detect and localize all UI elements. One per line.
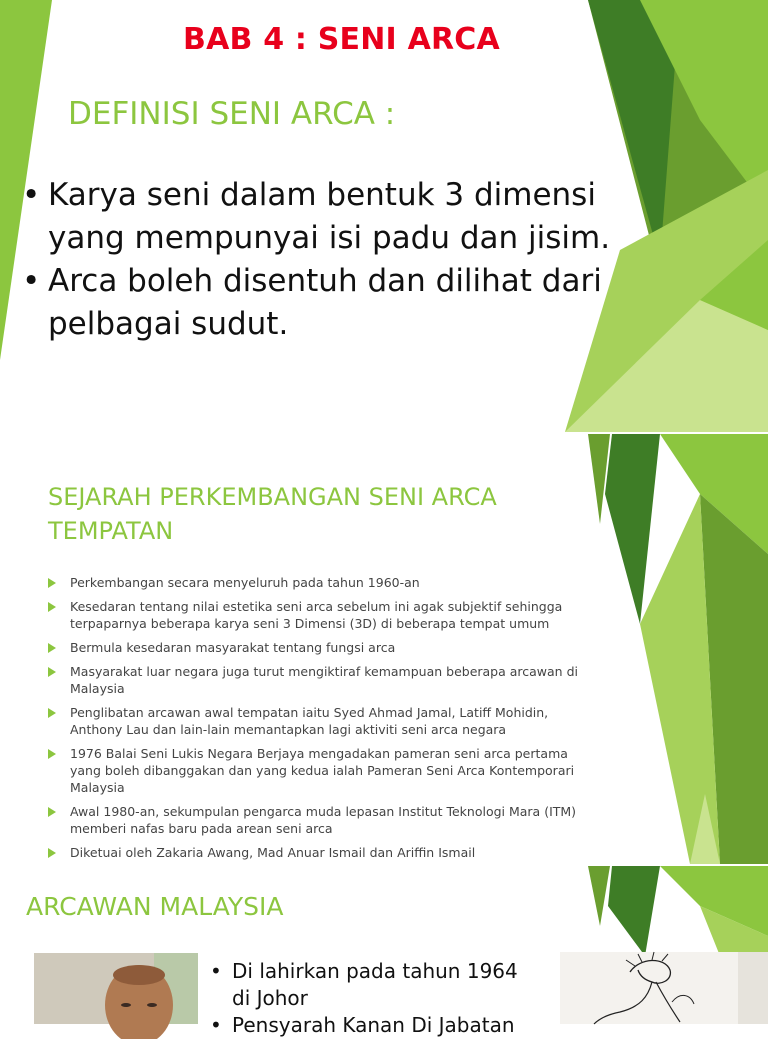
definition-bullet xyxy=(22,260,612,346)
arrow-bullet-icon xyxy=(48,848,56,858)
sculptor-bullet-list xyxy=(210,958,520,1039)
bullet-text: Awal 1980-an, sekumpulan pengarca muda lepasan Institut Teknologi Mara (ITM) memberi nafas baru pada arean seni arca xyxy=(70,804,577,836)
sculpture-sketch-image xyxy=(560,952,768,1024)
history-bullet xyxy=(48,704,578,738)
bullet-text: Arca boleh disentuh dan dilihat dari pelbagai sudut. xyxy=(48,263,602,342)
bullet-text: Masyarakat luar negara juga turut mengiktiraf kemampuan beberapa arcawan di Malaysia xyxy=(70,664,578,696)
arrow-bullet-icon xyxy=(48,708,56,718)
bullet-text: Pensyarah Kanan Di Jabatan xyxy=(232,1013,515,1037)
bullet-text: Kesedaran tentang nilai estetika seni arca sebelum ini agak subjektif sehingga terpaparnya beberapa karya seni 3 Dimensi (3D) di beberapa tempat umum xyxy=(70,599,563,631)
history-heading: SEJARAH PERKEMBANGAN SENI ARCA TEMPATAN xyxy=(48,483,497,545)
bullet-text: 1976 Balai Seni Lukis Negara Berjaya mengadakan pameran seni arca pertama yang boleh dibanggakan dan yang kedua ialah Pameran Seni Arca Kontemporari Malaysia xyxy=(70,746,575,795)
bullet-text: Penglibatan arcawan awal tempatan iaitu Syed Ahmad Jamal, Latiff Mohidin, Anthony Lau dan lain-lain memantapkan lagi aktiviti seni arca negara xyxy=(70,705,549,737)
slide-divider xyxy=(0,432,768,434)
history-bullet xyxy=(48,574,578,591)
bullet-text: Diketuai oleh Zakaria Awang, Mad Anuar Ismail dan Ariffin Ismail xyxy=(70,845,476,860)
history-bullet xyxy=(48,803,578,837)
history-bullet xyxy=(48,745,578,796)
slide-divider xyxy=(0,864,768,866)
arrow-bullet-icon xyxy=(48,602,56,612)
arrow-bullet-icon xyxy=(48,578,56,588)
bullet-text: Di lahirkan pada tahun 1964 di Johor xyxy=(232,959,518,1010)
history-bullet xyxy=(48,639,578,656)
slide-definisi xyxy=(0,0,768,432)
slide-arcawan xyxy=(0,866,768,1037)
sculptor-portrait-photo xyxy=(34,953,198,1024)
bullet-text: Bermula kesedaran masyarakat tentang fungsi arca xyxy=(70,640,396,655)
bullet-dot: • xyxy=(22,177,41,213)
definition-bullet xyxy=(22,174,612,260)
slide-sejarah xyxy=(0,434,768,864)
sculptors-heading: ARCAWAN MALAYSIA xyxy=(26,892,284,921)
history-bullet xyxy=(48,598,578,632)
arrow-bullet-icon xyxy=(48,749,56,759)
arrow-bullet-icon xyxy=(48,807,56,817)
history-bullet-list xyxy=(48,574,578,868)
arrow-bullet-icon xyxy=(48,667,56,677)
bullet-dot: • xyxy=(22,263,41,299)
history-bullet xyxy=(48,844,578,861)
bullet-dot: • xyxy=(210,1013,222,1037)
sculptor-bullet xyxy=(210,958,520,1012)
history-bullet xyxy=(48,663,578,697)
sculptor-bullet xyxy=(210,1012,520,1039)
chapter-title: BAB 4 : SENI ARCA xyxy=(183,22,500,57)
definition-heading: DEFINISI SENI ARCA : xyxy=(68,96,396,132)
bullet-text: Perkembangan secara menyeluruh pada tahun 1960-an xyxy=(70,575,420,590)
definition-bullet-list xyxy=(22,174,612,346)
arrow-bullet-icon xyxy=(48,643,56,653)
bullet-text: Karya seni dalam bentuk 3 dimensi yang mempunyai isi padu dan jisim. xyxy=(48,177,611,256)
bullet-dot: • xyxy=(210,959,222,983)
